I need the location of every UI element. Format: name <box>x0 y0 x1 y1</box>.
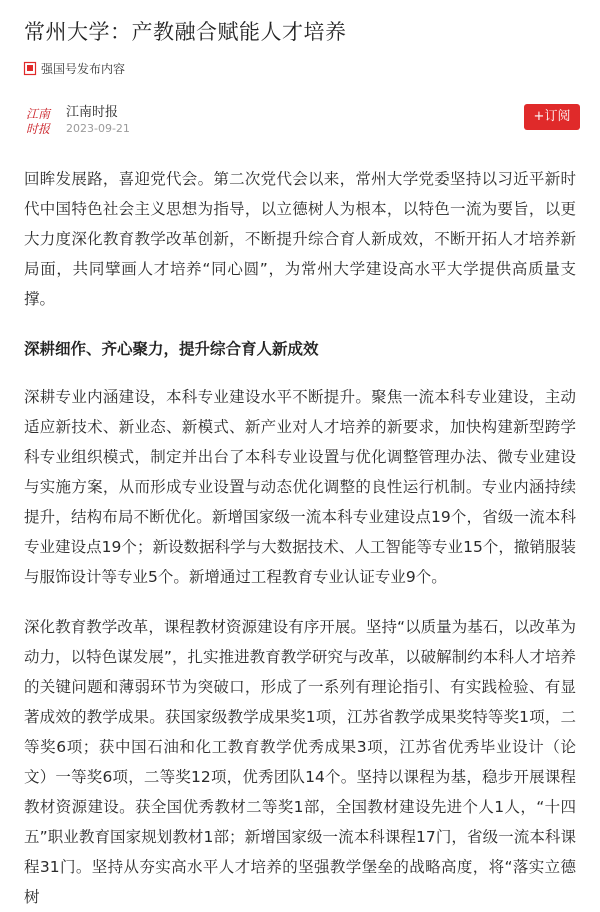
article-body <box>0 164 600 912</box>
author-logo[interactable] <box>24 104 60 136</box>
body-paragraph: 回眸发展路，喜迎党代会。第二次党代会以来，常州大学党委坚持以习近平新时代中国特色社会主义思想为指导，以立德树人为根本，以特色一流为要旨，以更大力度深化教育教学改革创新，不断提升综合育人新成效，不断开拓人才培养新局面，共同擘画人才培养“同心圆”，为常州大学建设高水平大学提供高质量支撑。 <box>24 170 576 308</box>
publish-date: 2023-09-21 <box>66 121 130 135</box>
svg-text:江南: 江南 <box>26 107 51 121</box>
bookmark-icon <box>24 62 36 75</box>
source-tag-label: 强国号发布内容 <box>41 61 126 76</box>
author-meta <box>66 104 130 137</box>
section-heading: 深耕细作、齐心聚力，提升综合育人新成效 <box>24 340 319 358</box>
svg-text:时报: 时报 <box>26 122 51 136</box>
body-paragraph: 深耕专业内涵建设，本科专业建设水平不断提升。聚焦一流本科专业建设，主动适应新技术、新业态、新模式、新产业对人才培养的新要求，加快构建新型跨学科专业组织模式，制定并出台了本科专业设置与优化调整管理办法、微专业建设与实施方案，从而形成专业设置与动态优化调整的良性运行机制。专业内涵持续提升，结构布局不断优化。新增国家级一流本科专业建设点19个，省级一流本科专业建设点19个；新设数据科学与大数据技术、人工智能等专业15个，撤销服装与服饰设计等专业5个。新增通过工程教育专业认证专业9个。 <box>24 388 576 586</box>
source-tag <box>0 47 600 79</box>
article-title: 常州大学：产教融合赋能人才培养 <box>24 20 347 44</box>
body-paragraph: 深化教育教学改革，课程教材资源建设有序开展。坚持“以质量为基石，以改革为动力，以特色谋发展”，扎实推进教育教学研究与改革，以破解制约本科人才培养的关键问题和薄弱环节为突破口，形成了一系列有理论指引、有实践检验、有显著成效的教学成果。获国家级教学成果奖1项，江苏省教学成果奖特等奖1项，二等奖6项；获中国石油和化工教育教学优秀成果3项，江苏省优秀毕业设计（论文）一等奖6项，二等奖12项，优秀团队14个。坚持以课程为基，稳步开展课程教材资源建设。获全国优秀教材二等奖1部，全国教材建设先进个人1人，“十四五”职业教育国家规划教材1部；新增国家级一流本科课程17门，省级一流本科课程31门。坚持从夯实高水平人才培养的坚强教学堡垒的战略高度，将“落实立德树 <box>24 618 576 906</box>
author-name[interactable]: 江南时报 <box>66 104 119 120</box>
subscribe-button[interactable]: +订阅 <box>524 104 580 130</box>
author-bar <box>0 102 600 138</box>
